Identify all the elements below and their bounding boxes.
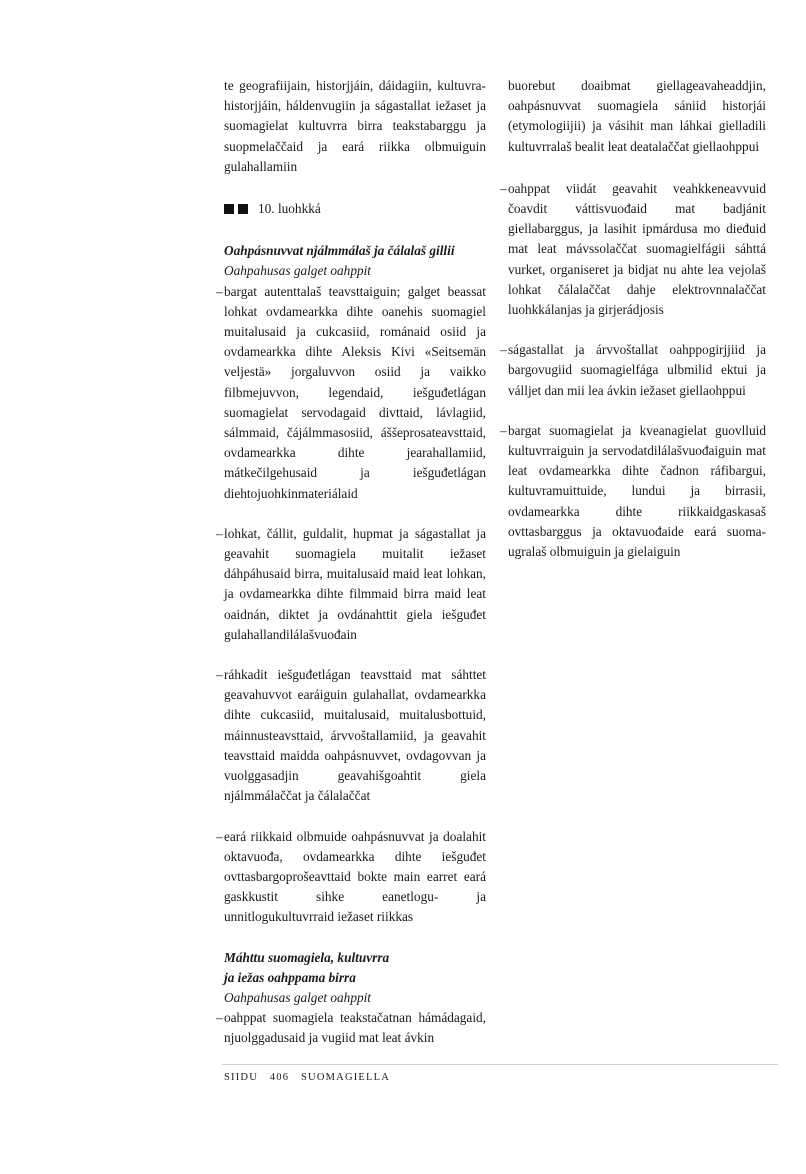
list-item: – bargat autenttalaš teavsttaiguin; galget beassat lohkat ovdamearkka dihte oanehis suomagiel muitalusaid ja cukcasiid, románaid osiid ja ovdamearkka dihte Aleksis Kivi «Seitsemän veljestä» jorgaluvvon osiid ja vaikko filbmejuvvon, legendaid, iešguđetlágan suomagielat servodagaid divttaid, lávlagiid, sálmmaid, čájálmmasosiid, áššeprosateavsttaid, ovdamearkka dihte jearahallamiid, mátkečilgehusaid ja iešguđetlágan diehtojuohkinmateriálaid <box>216 283 486 501</box>
dash-bullet-icon: – <box>216 525 223 541</box>
page-number: 406 <box>269 1072 290 1083</box>
section-heading: Oahpásnuvvat njálmmálaš ja čálalaš gillii <box>224 243 455 259</box>
page-footer <box>224 1072 398 1083</box>
right-column <box>500 76 766 582</box>
dash-bullet-icon: – <box>500 342 507 358</box>
footer-subject: SUOMAGIELLA <box>301 1072 391 1083</box>
list-item: – oahppat suomagiela teakstačatnan hámádagaid, njuolggadusaid ja vugiid mat leat ávkin <box>216 1010 486 1046</box>
list-item: – oahppat viidát geavahit veahkkeneavvuid čoavdit váttisvuođaid mat badjánit giellabarggus, ja lasihit ipmárdusa mo dieđuid mat leat mávssolaččat suomagielfágii sáhttá vurket, organiseret ja bidjat nu ahte lea vejolaš lohkat čálalaččat dahje elektrovnnalaččat luohkkálanjas ja girjerádjosis <box>500 180 766 318</box>
dash-bullet-icon: – <box>500 180 507 196</box>
list-item: – ságastallat ja árvvoštallat oahppogirjjiid ja bargovugiid suomagielfága ulbmilid ektui ja válljet dan mii lea ávkin iežaset giellaohppui <box>500 342 766 398</box>
list-item: – ráhkadit iešguđetlágan teavsttaid mat sáhttet geavahuvvot earáiguin gulahallat, ovdamearkka dihte cukcasiid, muitalusaid, muitalusbottuid, máinnusteavsttaid, árvvoštallamiid, ja geavahit teavsttaid maidda oahpásnuvvet, ovdagovvan ja vuolggasadjin geavahišgoahtit giela njálmmálaččat ja čálalaččat <box>216 667 486 804</box>
square-bullet-icon <box>238 204 248 214</box>
dash-bullet-icon: – <box>500 422 507 438</box>
intro-paragraph: te geografiijain, historjjáin, dáidagiin, kultuvra-historjjáin, háldenvugiin ja ságastallat iežaset ja suomagielat kultuvrra birra teakstabarggu ja suopmelaččaid ja eará riikka olbmuiguin gulahallamiin <box>224 78 486 174</box>
list-item: – bargat suomagielat ja kveanagielat guovlluid kultuvrraiguin ja servodatdilálašvuođaiguin mat leat ovdamearkka dihte čadnon ráfibargui, kultuvramuittuide, lundui ja birrasii, ovdamearkka dihte riikkaidgaskasaš ovttasbarggus ja oktavuođaide eará suoma-ugralaš olbmuiguin ja gielaiguin <box>500 422 766 560</box>
list-item: – lohkat, čállit, guldalit, hupmat ja ságastallat ja geavahit suomagiela muitalit iežaset dáhpáhusaid birra, muitalusaid maid leat lohkan, ja ovdamearkka dihte filmmaid birra maid leat oaidnán, diktet ja ovdánahttit giela iešguđet gulahallandilálašvuođain <box>216 525 486 642</box>
continuation-paragraph: buorebut doaibmat giellageavaheaddjin, oahpásnuvvat suomagiela sániid historjái (etymologiijii) ja vásihit man láhkai gielladili kultuvrralaš bealit leat deatalaččat giellaohppui <box>508 78 766 154</box>
dash-bullet-icon: – <box>216 283 223 299</box>
chapter-heading <box>224 199 486 219</box>
square-bullet-icon <box>224 204 234 214</box>
footer-label: SIIDU <box>224 1072 258 1083</box>
dash-bullet-icon: – <box>216 1010 223 1026</box>
section-heading: ja iežas oahppama birra <box>224 969 356 985</box>
dash-bullet-icon: – <box>216 828 223 844</box>
dash-bullet-icon: – <box>216 667 223 683</box>
section-heading: Máhttu suomagiela, kultuvrra <box>224 949 390 965</box>
left-column <box>216 76 486 1069</box>
chapter-title: 10. luohkká <box>258 201 321 217</box>
section-subheading: Oahpahusas galget oahppit <box>224 989 372 1005</box>
section-subheading: Oahpahusas galget oahppit <box>224 263 372 279</box>
list-item: – eará riikkaid olbmuide oahpásnuvvat ja doalahit oktavuođa, ovdamearkka dihte iešguđet ovttasbargoprošeavttaid bokte main earret eará gaskkustit sihke eanetlogu- ja unnitlogukultuvrraid iežaset riikkas <box>216 828 486 925</box>
footer-divider <box>222 1064 778 1065</box>
